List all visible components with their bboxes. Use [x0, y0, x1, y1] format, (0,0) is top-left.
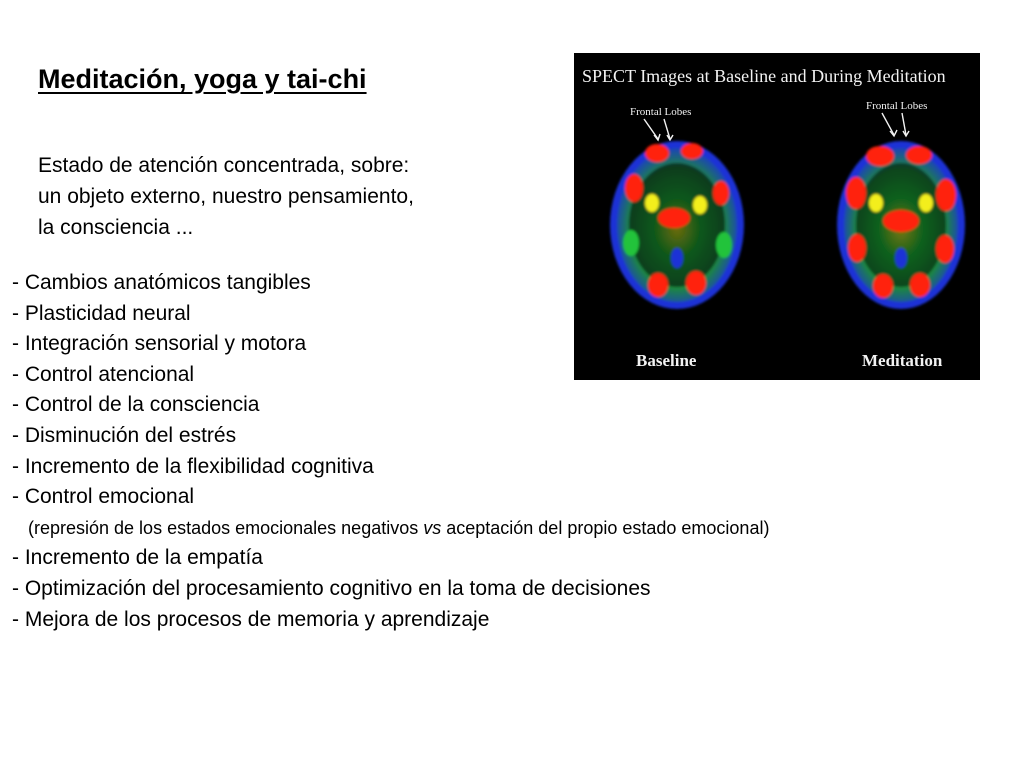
intro-line: Estado de atención concentrada, sobre:: [38, 154, 410, 177]
brain-scan-meditation: [837, 100, 965, 370]
intro-text: [38, 150, 538, 243]
list-item: - Control emocional: [12, 485, 195, 509]
note-text-before: (represión de los estados emocionales negativos: [28, 517, 424, 538]
slide-title: Meditación, yoga y tai-chi: [38, 64, 367, 94]
brain-scan-baseline: [610, 106, 744, 370]
intro-line: la consciencia ...: [38, 216, 194, 239]
list-item: - Incremento de la flexibilidad cognitiva: [12, 454, 374, 478]
list-item: - Mejora de los procesos de memoria y aprendizaje: [12, 607, 490, 631]
baseline-caption: Baseline: [636, 351, 697, 370]
frontal-lobes-label-right: Frontal Lobes: [866, 100, 928, 112]
figure-title: SPECT Images at Baseline and During Meditation: [582, 66, 946, 86]
list-item: - Incremento de la empatía: [12, 546, 263, 570]
arrow-icon: [882, 113, 909, 136]
list-item: - Integración sensorial y motora: [12, 332, 307, 356]
emotional-control-note: [12, 513, 769, 544]
intro-line: un objeto externo, nuestro pensamiento,: [38, 185, 414, 208]
spect-figure: [574, 53, 980, 380]
list-item: - Disminución del estrés: [12, 423, 237, 447]
list-item: - Control de la consciencia: [12, 393, 260, 417]
frontal-lobes-label-left: Frontal Lobes: [630, 106, 692, 118]
list-item: - Control atencional: [12, 362, 195, 386]
meditation-caption: Meditation: [862, 351, 943, 370]
note-text-italic: vs: [423, 517, 442, 538]
list-item: - Plasticidad neural: [12, 301, 191, 325]
note-text-after: aceptación del propio estado emocional): [441, 517, 770, 538]
list-item: - Optimización del procesamiento cognitivo en la toma de decisiones: [12, 576, 651, 600]
arrow-icon: [644, 119, 673, 140]
list-item: - Cambios anatómicos tangibles: [12, 271, 311, 294]
